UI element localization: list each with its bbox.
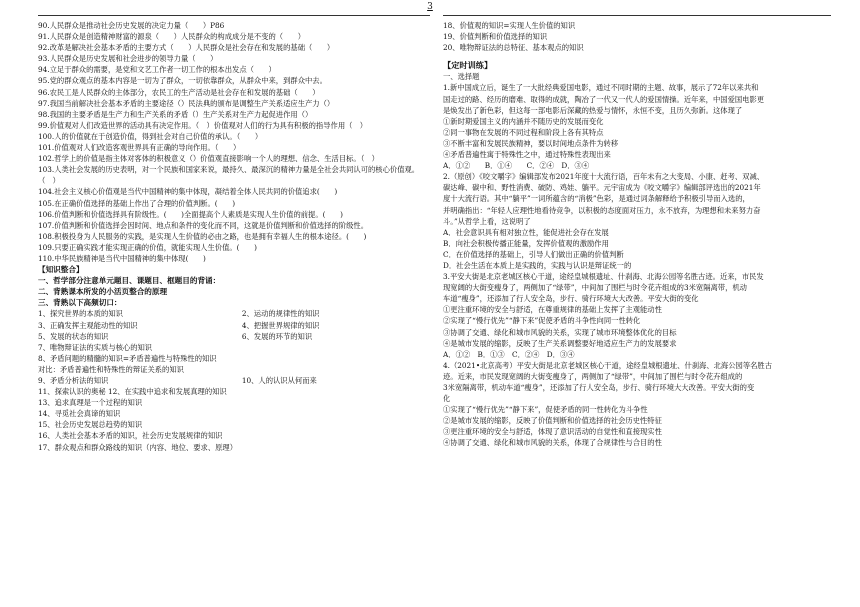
- question-4-statement: ④协调了交通、绿化和城市风貌的关系，体现了合规律性与合目的性: [443, 438, 662, 448]
- question-1-statement: ②同一事物在发展的不同过程和阶段上各有其特点: [443, 127, 604, 137]
- integration-title: 【知识整合】: [38, 265, 84, 275]
- question-3-text: 车道“瘦身”，还添加了行人安全岛，步行、骑行环境大大改善。平安大街的变化: [443, 294, 699, 304]
- question-2-option: A．社会意识具有相对独立性，能促进社会存在发展: [443, 227, 609, 237]
- cut-item: 1、探究世界的本质的知识: [38, 309, 123, 319]
- question-3-text: 3.平安大街是北京老城区核心干道，途经皇城根遗址、什刹海、北海公园等名胜古迹。近来，市民发: [443, 272, 764, 282]
- task-heading: 二、背熟课本所发的小活页整合的原理: [38, 287, 168, 297]
- judgement-item: 97.我国当前解决社会基本矛盾的主要途径（）民法典的颁布是调整生产关系适应生产力（）: [38, 98, 335, 108]
- judgement-item: 100.人的价值就在于创造价值，得到社会对自己价值的承认。（ ）: [38, 131, 263, 141]
- judgement-item: 98.我国的主要矛盾是生产力和生产关系的矛盾（）生产关系对生产力起促进作用（）: [38, 109, 313, 119]
- question-3-statement: ④是城市发展的缩影，反映了生产关系调整要好地适应生产力的发展要求: [443, 338, 677, 348]
- question-3-statement: ①更注重环境的安全与舒适，在尊重规律的基础上发挥了主观能动性: [443, 305, 662, 315]
- cut-item: 13、追求真理是一个过程的知识: [38, 398, 143, 408]
- question-4-text: 3米宽隔离带，机动车道“瘦身”，还添加了行人安全岛，步行、骑行环境大大改善。平安大街的变: [443, 383, 755, 392]
- question-1-statement: ③不断丰富和发展民族精神，要以时间地点条件为转移: [443, 138, 619, 148]
- cut-item: 6、发展的环节的知识: [241, 331, 313, 341]
- left-header-rule: [38, 15, 430, 16]
- cut-item: 3、正确发挥主观能动性的知识: [38, 320, 138, 330]
- judgement-item: 93.人民群众是历史发展和社会进步的领导力量（ ）: [38, 54, 218, 64]
- judgement-item: 101.价值观对人们改造客观世界具有正确的导向作用。（ ）: [38, 143, 241, 153]
- cut-pair: [38, 320, 430, 331]
- judgement-item: 91.人民群众是创造精神财富的源泉（ ）人民群众的构成成分是不变的（ ）: [38, 32, 305, 42]
- question-4-statement: ③更注重环境的安全与舒适，体现了意识活动的自觉性和直接现实性: [443, 427, 662, 437]
- section-title: 一、选择题: [443, 72, 480, 82]
- cut-item: 11、探索认识的奥秘 12、在实践中追求和发展真理的知识: [38, 387, 227, 397]
- cut-item: 4、把握世界规律的知识: [241, 320, 320, 330]
- cut-item: 7、唯物辩证法的实质与核心的知识: [38, 342, 153, 352]
- question-2-option: C．在价值选择的基础上，引导人们做出正确的价值判断: [443, 249, 624, 259]
- question-4-statement: ①实现了“慢行优先”“静下来”，促使矛盾的同一性转化为斗争性: [443, 405, 648, 415]
- question-1-statement: ④矛盾普遍性寓于特殊性之中，通过特殊性表现出来: [443, 150, 611, 160]
- judgement-item: 94.立足于群众的需要，是党和文艺工作者一切工作的根本出发点（ ）: [38, 65, 276, 75]
- right-header-rule: [443, 15, 831, 16]
- question-1-text: 1.新中国成立后，诞生了一大批经典爱国电影，通过不同时期的主题、故事，展示了72年以来共和: [443, 83, 759, 93]
- cut-item: 5、发展的状态的知识: [38, 331, 109, 341]
- judgement-item: 95.党的群众观点的基本内容是一切为了群众，一切依靠群众，从群众中来，到群众中去。: [38, 76, 327, 86]
- question-1-text: 是焕发出了新色彩，但这每一部电影后深藏的热爱与情怀，永恒不变，且历久弥新。这体现了: [443, 105, 743, 115]
- judgement-item: 96.农民工是人民群众的主体部分，农民工的生产活动是社会存在和发展的基础（ ）: [38, 87, 320, 97]
- cut-item: 17、群众观点和群众路线的知识（内容、地位、要求、原理）: [38, 442, 238, 452]
- judgement-item: 110.中华民族精神是当代中国精神的集中体现( ): [38, 253, 206, 263]
- question-2-text: 碳达峰、碳中和、野性消费、破防、鸡娃、躺平。元宇宙成为《咬文嚼字》编辑部评选出的2021年: [443, 183, 761, 193]
- cut-item: 15、社会历史发展总趋势的知识: [38, 420, 143, 430]
- task-heading: 一、哲学部分注意单元题目、课题目、框题目的背诵：: [38, 276, 221, 286]
- cut-item: 8、矛盾问题的精髓的知识=矛盾普遍性与特殊性的知识: [38, 353, 217, 363]
- cut-item: 18、价值观的知识=实现人生价值的知识: [443, 21, 576, 30]
- judgement-item: 90.人民群众是推动社会历史发展的决定力量（ ）P86: [38, 21, 225, 30]
- cut-item: 16、人类社会基本矛盾的知识，社会历史发展规律的知识: [38, 431, 223, 441]
- question-4-text: 化: [443, 394, 451, 404]
- cut-item: 2、运动的规律性的知识: [241, 309, 320, 319]
- question-3-text: 现宽阔的大街变瘦身了，两侧加了“绿带”，中间加了围栏与时令花卉组成的3米宽隔离带，机动: [443, 283, 747, 293]
- question-1-options: A．①② B．①④ C．②④ D．③④: [443, 161, 590, 171]
- judgement-item: 99.价值观对人们改造世界的活动具有决定作用。（ ）价值观对人们的行为具有积极的指导作用（ ）: [38, 120, 368, 130]
- cut-item: 9、矛盾分析法的知识: [38, 376, 109, 385]
- cut-pair: [38, 375, 430, 386]
- judgement-item: 103.人类社会发展的历史表明，对一个民族和国家来说，最持久、最深沉的精神力量是全社会共同认可的核心价值观。（ ）: [38, 165, 420, 186]
- judgement-item: 105.在正确价值选择的基础上作出了合理的价值判断。( ): [38, 198, 236, 208]
- left-column: [38, 20, 430, 453]
- question-2-text: 2.（原创）《咬文嚼字》编辑部发布2021年度十大流行语，百年未有之大变局、小康、赶考、双减、: [443, 172, 765, 182]
- question-2-option: B．向社会积极传播正能量，发挥价值观的激励作用: [443, 238, 609, 248]
- judgement-item: 104.社会主义核心价值观是当代中国精神的集中体现，凝结着全体人民共同的价值追求( ): [38, 187, 338, 197]
- question-4-statement: ②是城市发展的缩影，反映了价值判断和价值选择的社会历史性特征: [443, 416, 662, 426]
- right-column: [443, 20, 831, 449]
- question-3-statement: ②实现了“慢行优先”“静下来”促使矛盾的斗争性向同一性转化: [443, 316, 641, 326]
- judgement-item: 109.只要正确实践才能实现正确的价值，就能实现人生价值。( ): [38, 242, 257, 252]
- question-2-text: 度十大流行语。其中“躺平”一词所蕴含的“消极”色彩，是通过词条解释给予积极引导而入选的，: [443, 194, 750, 204]
- question-2-text: 并明确指出：“年轻人应理性地看待竞争，以积极的态度面对压力，永不放弃，为理想和未来努力奋: [443, 205, 761, 215]
- question-2-option: D．社会生活在本质上是实践的，实践与认识是辩证统一的: [443, 260, 632, 270]
- cut-pair: [38, 308, 430, 319]
- cut-item: 19、价值判断和价值选择的知识: [443, 32, 548, 42]
- judgement-item: 102.哲学上的价值是指主体对客体的积极意义（）价值观直接影响一个人的理想、信念、生活目标。（ ）: [38, 154, 379, 164]
- training-title: 【定时训练】: [443, 60, 493, 71]
- question-1-text: 国走过的路、经历的磨难、取得的成就，陶冶了一代又一代人的爱国情操。近年来，中国爱国电影更: [443, 94, 765, 104]
- question-1-statement: ①新时期爱国主义的内涵并不随历史的发展而变化: [443, 116, 604, 126]
- judgement-item: 106.价值判断和价值选择具有阶级性。( )全面提高个人素质是实现人生价值的前提。( ): [38, 209, 343, 219]
- judgement-item: 107.价值判断和价值选择会因时间、地点和条件的变化而不同，这就是价值判断和价值选择的阶级性。: [38, 220, 369, 230]
- page-number: 3: [427, 2, 433, 12]
- cut-item: 对比：矛盾普遍性和特殊性的辩证关系的知识: [38, 364, 184, 374]
- cut-item: 10、人的认识从何而来: [241, 376, 317, 385]
- task-heading: 三、背熟以下高频切口：: [38, 298, 122, 308]
- question-4-text: 迹。近来，市民发现宽阔的大街变瘦身了，两侧加了“绿带”，中间加了围栏与时令花卉组成的: [443, 371, 743, 381]
- cut-item: 14、寻觅社会真谛的知识: [38, 409, 121, 419]
- cut-pair: [38, 331, 430, 342]
- judgement-item: 108.积极投身为人民服务的实践，是实现人生价值的必由之路，也是拥有幸福人生的根本途径。( ): [38, 231, 367, 241]
- question-4-text: 4.（2021•北京高考）平安大街是北京老城区核心干道，途经皇城根遗址、什刹海、北海公园等名胜古: [443, 360, 773, 370]
- question-2-text: 斗。”从哲学上看，这说明了: [443, 216, 531, 226]
- question-3-statement: ③协调了交通、绿化和城市风貌的关系，实现了城市环境整体优化的目标: [443, 327, 677, 337]
- question-3-options: A．①② B．①③ C．②④ D．③④: [443, 349, 575, 359]
- judgement-item: 92.改革是解决社会基本矛盾的主要方式（ ）人民群众是社会存在和发展的基础（ ）: [38, 43, 335, 53]
- cut-item: 20、唯物辩证法的总特征、基本观点的知识: [443, 43, 584, 53]
